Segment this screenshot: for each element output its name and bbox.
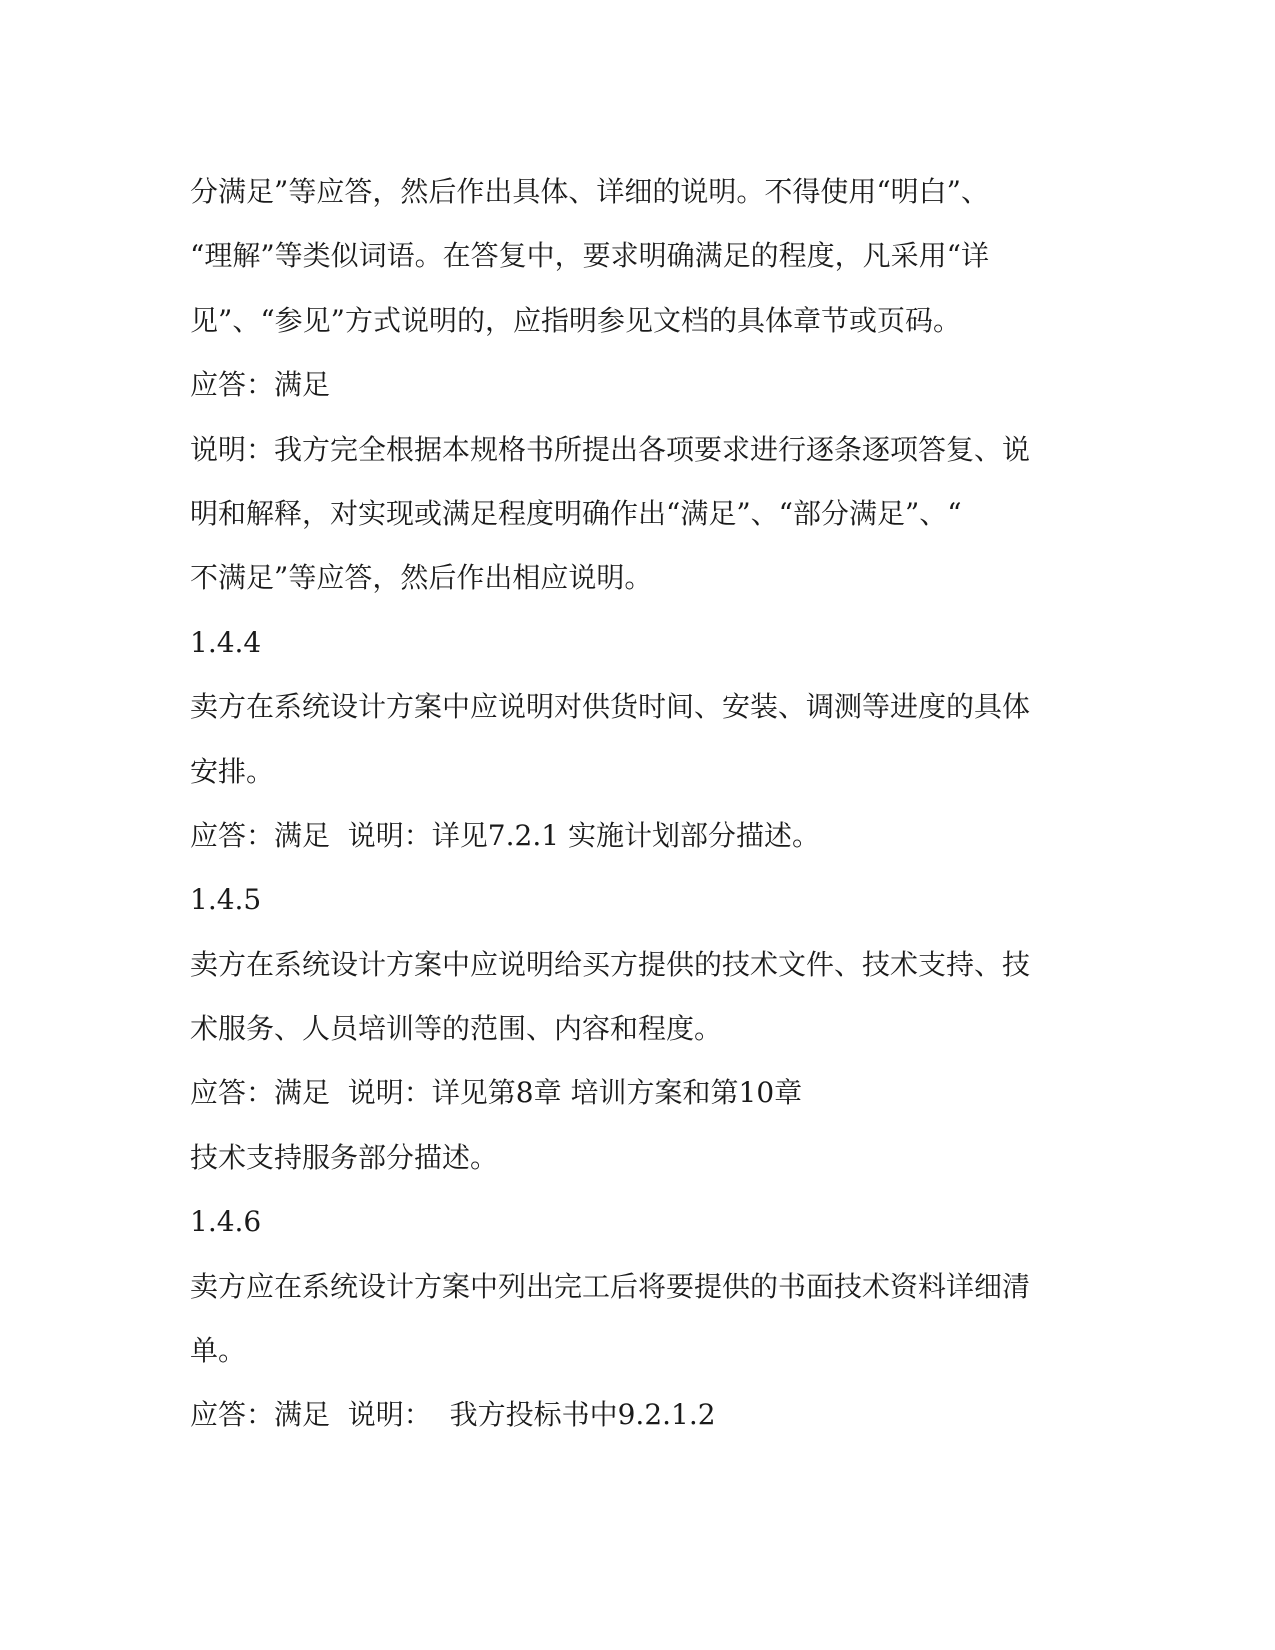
text-line: 安排。	[190, 754, 275, 788]
section-number: 1.4.5	[190, 883, 262, 917]
text-line: 单。	[190, 1334, 247, 1368]
answer-line: 应答：满足 说明：详见第8章 培训方案和第10章	[190, 1076, 803, 1110]
text-line: 技术支持服务部分描述。	[190, 1140, 499, 1174]
text-line: 分满足”等应答，然后作出具体、详细的说明。不得使用“明白”、	[190, 175, 989, 208]
text-line: 卖方应在系统设计方案中列出完工后将要提供的书面技术资料详细清	[190, 1269, 1031, 1303]
answer-line: 应答：满足	[190, 368, 331, 402]
answer-line: 应答：满足 说明：详见7.2.1 实施计划部分描述。	[190, 818, 820, 852]
text-line: 明和解释，对实现或满足程度明确作出“满足”、“部分满足”、“	[190, 496, 962, 530]
text-line: 说明：我方完全根据本规格书所提出各项要求进行逐条逐项答复、说	[190, 432, 1031, 466]
text-line: 卖方在系统设计方案中应说明给买方提供的技术文件、技术支持、技	[190, 947, 1031, 981]
text-line: 术服务、人员培训等的范围、内容和程度。	[190, 1012, 723, 1046]
section-number: 1.4.4	[190, 625, 262, 659]
text-line: 卖方在系统设计方案中应说明对供货时间、安装、调测等进度的具体	[190, 690, 1031, 724]
section-number: 1.4.6	[190, 1205, 262, 1239]
answer-line: 应答：满足 说明： 我方投标书中9.2.1.2	[190, 1398, 716, 1432]
text-line: “理解”等类似词语。在答复中，要求明确满足的程度，凡采用“详	[190, 239, 989, 273]
text-line: 见”、“参见”方式说明的，应指明参见文档的具体章节或页码。	[190, 303, 961, 337]
text-line: 不满足”等应答，然后作出相应说明。	[190, 561, 653, 595]
document-body	[190, 160, 1070, 1448]
